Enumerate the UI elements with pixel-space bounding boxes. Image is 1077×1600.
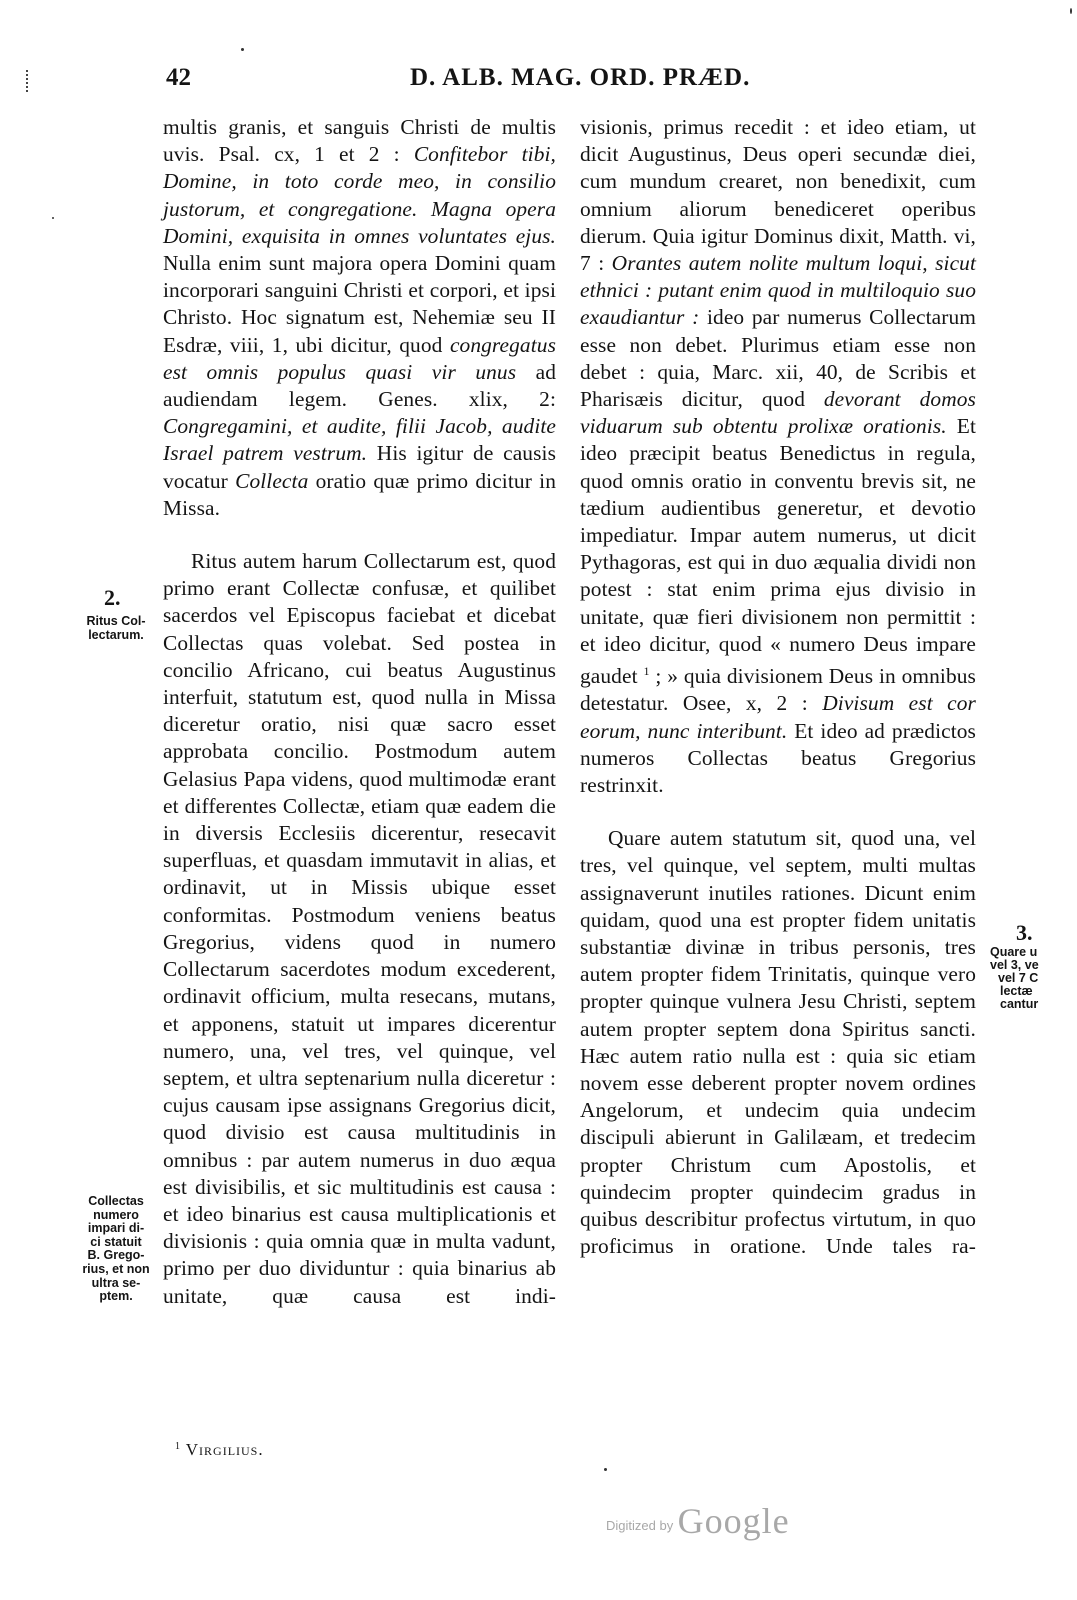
scan-speck	[241, 48, 244, 51]
scan-speck	[604, 1468, 607, 1471]
section-number: 3.	[1016, 920, 1033, 945]
scan-speck	[52, 217, 54, 219]
footnote-text: Virgilius.	[185, 1440, 264, 1459]
margin-note-collectas: Collectas numero impari di- ci statuit B. Grego- rius, et non ultra se- ptem.	[82, 1194, 150, 1304]
left-column	[163, 114, 556, 1310]
footnote	[175, 1440, 264, 1460]
watermark-logo: Google	[677, 1501, 790, 1541]
page-number: 42	[166, 64, 191, 91]
margin-note-quare: Quare u vel 3, ve vel 7 C lectæ cantur	[990, 946, 1039, 1011]
paragraph: visionis, primus recedit : et ideo etiam, ut dicit Augustinus, Deus operi secundæ diei, cum mundum crearet, non benedixit, cum omnium aliorum benediceret operibus dierum. Quia igitur Dominus dixit, Matth. vi, 7 : Orantes autem nolite multum loqui, sicut ethnici : putant enim quod in multiloquio suo exaudiantur : ideo par numerus Collectarum esse non debet. Plurimus etiam esse non debet : quia, Marc. xii, 40, de Scribis et Pharisæis dicitur, quod devorant domos viduarum sub obtentu prolixæ orationis. Et ideo præcipit beatus Benedictus in regula, quod omnis oratio in conventu brevis sit, ne tædium audientibus generetur, et devotio impediatur. Impar autem numerus, ut dicit Pythagoras, est qui in duo æqualia dividi non potest : stat enim prima ejus divisio in unitate, quæ fieri divisionem non permittit : et ideo dicitur, quod « numero Deus impare gaudet $^1$ ; » quia divisionem Deus in omnibus detestatur. Osee, x, 2 : Divisum est cor eorum, nunc interibunt. Et ideo ad prædictos numeros Collectas beatus Gregorius restrinxit.	[580, 115, 976, 797]
section-number: 2.	[104, 585, 121, 610]
running-header	[0, 64, 1077, 98]
watermark-prefix: Digitized by	[606, 1518, 674, 1533]
right-column	[580, 114, 976, 1260]
scan-speck	[1070, 8, 1072, 14]
paragraph: Quare autem statutum sit, quod una, vel tres, vel quinque, vel septem, multi multas assignaverunt inutiles rationes. Dicunt enim quidam, quod una est propter fidem unitatis substantiæ divinæ in tribus personis, tres autem propter fidem Trinitatis, quinque vero propter quinque vulnera Jesu Christi, septem autem propter septem dona Spiritus sancti. Hæc autem ratio nulla est : quia sic etiam novem esse deberent propter novem ordines Angelorum, et undecim quia undecim discipuli abierunt in Galilæam, et tredecim propter Christum cum Apostolis, et quindecim propter quindecim gradus in quibus describitur profectus virtutum, in quo proficimus in oratione. Unde tales ra-	[580, 826, 976, 1259]
footnote-ref: 1	[643, 664, 650, 679]
digitized-watermark	[606, 1500, 790, 1542]
paragraph: multis granis, et sanguis Christi de multis uvis. Psal. cx, 1 et 2 : Confitebor tibi, Domine, in toto corde meo, in consilio justorum, et congregatione. Magna opera Domini, exquisita in omnes voluntates ejus. Nulla enim sunt majora opera Domini quam incorporari sanguini Christi et corpori, et ipsi Christo. Hoc signatum est, Nehemiæ seu II Esdræ, viii, 1, ubi dicitur, quod congregatus est omnis populus quasi vir unus ad audiendam legem. Genes. xlix, 2: Congregamini, et audite, filii Jacob, audite Israel patrem vestrum. His igitur de causis vocatur Collecta oratio quæ primo dicitur in Missa.	[163, 115, 556, 520]
footnote-mark: 1	[175, 1441, 181, 1452]
running-title: D. ALB. MAG. ORD. PRÆD.	[410, 64, 751, 91]
margin-note-ritus: Ritus Col- lectarum.	[86, 614, 146, 642]
paragraph: Ritus autem harum Collectarum est, quod primo erant Collectæ confusæ, et quilibet sacerdos vel Episcopus faciebat et dicebat Collectas quas volebat. Sed postea in concilio Africano, cui beatus Augustinus interfuit, statutum est, quod nulla in Missa diceretur oratio, nisi quæ sacro esset approbata concilio. Postmodum autem Gelasius Papa videns, quod multimodæ erant et differentes Collectæ, etiam quæ eadem die in diversis Ecclesiis dicerentur, resecavit superfluas, et quasdam immutavit in alias, et ordinavit, ut in Missis ubique esset conformitas. Postmodum veniens beatus Gregorius, videns quod in numero Collectarum sacerdotes modum excederent, ordinavit officium, multa resecans, mutans, et apponens, statuit ut impares dicerentur numero, una, vel tres, vel quinque, vel septem, et ultra septenarium nulla diceretur : cujus causam ipse assignans Gregorius dicit, quod divisio est causa multitudinis in omnibus : par autem numerus in duo æqua est divisibilis, et sic multitudinis est causa : et ideo binarius est causa multiplicationis et divisionis : quia omnia quæ in multa vadunt, primo per duo dividuntur : quia binarius ab unitate, quæ causa est indi-	[163, 549, 556, 1308]
